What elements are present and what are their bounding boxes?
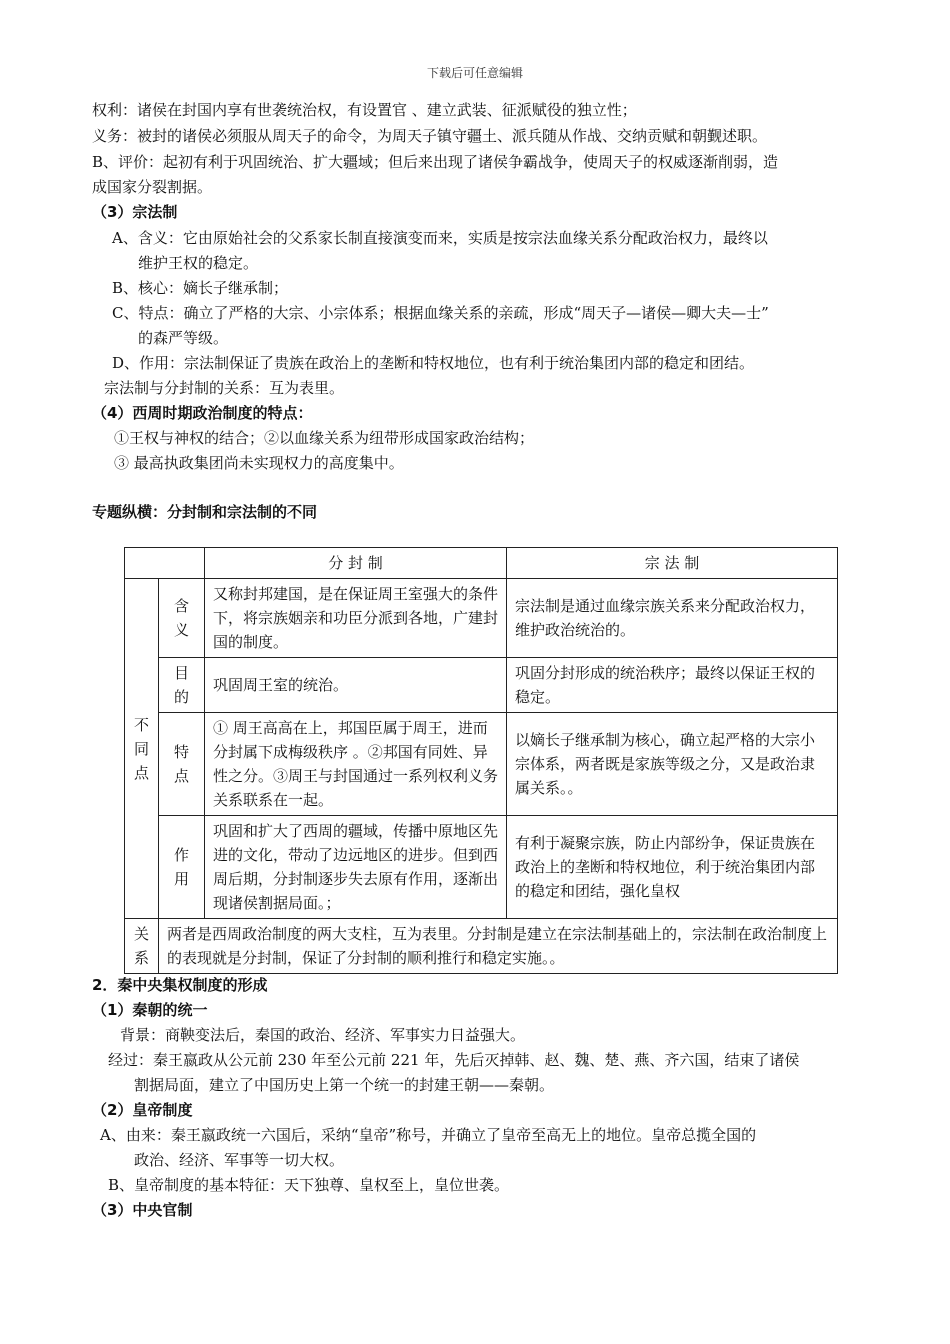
cell-zongfa-meaning: 宗法制是通过血缘宗族关系来分配政治权力，维护政治统治的。 <box>507 579 838 658</box>
process-line: 经过：秦王嬴政从公元前 230 年至公元前 221 年，先后灭掉韩、赵、魏、楚、燕、齐六国，结束了诸侯 <box>108 1051 800 1069</box>
col-header-fenfeng: 分 封 制 <box>205 548 507 579</box>
zongfa-relation: 宗法制与分封制的关系：互为表里。 <box>104 379 345 397</box>
heading-emperor-system: （2）皇帝制度 <box>92 1101 193 1119</box>
zongfa-feature: C、特点：确立了严格的大宗、小宗体系；根据血缘关系的亲疏，形成“周天子—诸侯—卿大夫—士” <box>112 304 769 322</box>
evaluation-line-cont: 成国家分裂割据。 <box>92 178 213 196</box>
process-line-cont: 割据局面，建立了中国历史上第一个统一的封建王朝——秦朝。 <box>134 1076 555 1094</box>
rights-line: 权利：诸侯在封国内享有世袭统治权，有设置官 、建立武装、征派赋役的独立性； <box>92 101 637 119</box>
table-row <box>125 713 838 816</box>
cell-fenfeng-feature: ① 周王高高在上，邦国臣属于周王，进而分封属下成梅级秩序 。②邦国有同姓、异性之分。③周王与封国通过一系列权利义务关系联系在一起。 <box>205 713 507 816</box>
emperor-features: B、皇帝制度的基本特征：天下独尊、皇权至上，皇位世袭。 <box>108 1176 510 1194</box>
cell-fenfeng-meaning: 又称封邦建国，是在保证周王室强大的条件下，将宗族姻亲和功臣分派到各地，广建封国的制度。 <box>205 579 507 658</box>
heading-xizhou-features: （4）西周时期政治制度的特点： <box>92 404 313 422</box>
heading-zongfa: （3）宗法制 <box>92 203 178 221</box>
zongfa-meaning: A、含义：它由原始社会的父系家长制直接演变而来，实质是按宗法血缘关系分配政治权力，最终以 <box>112 229 768 247</box>
zongfa-effect: D、作用：宗法制保证了贵族在政治上的垄断和特权地位，也有利于统治集团内部的稳定和团结。 <box>112 354 755 372</box>
xizhou-feature-2: ③ 最高执政集团尚未实现权力的高度集中。 <box>114 454 404 472</box>
table-row <box>125 816 838 919</box>
evaluation-line: B、评价：起初有利于巩固统治、扩大疆域；但后来出现了诸侯争霸战争，使周天子的权威逐渐削弱，造 <box>92 153 779 171</box>
row-label-effect: 作 用 <box>159 816 205 919</box>
cell-zongfa-purpose: 巩固分封形成的统治秩序；最终以保证王权的稳定。 <box>507 658 838 713</box>
table-row <box>125 579 838 658</box>
background-line: 背景：商鞅变法后，秦国的政治、经济、军事实力日益强大。 <box>120 1026 526 1044</box>
table-corner-cell <box>125 548 205 579</box>
cell-fenfeng-effect: 巩固和扩大了西周的疆域，传播中原地区先进的文化，带动了边远地区的进步。但到西周后期，分封制逐步失去原有作用，逐渐出现诸侯割据局面。； <box>205 816 507 919</box>
col-header-zongfa: 宗 法 制 <box>507 548 838 579</box>
zongfa-core: B、核心：嫡长子继承制； <box>112 279 289 297</box>
zongfa-feature-cont: 的森严等级。 <box>138 329 229 347</box>
section-2-heading: 2．秦中央集权制度的形成 <box>92 976 268 994</box>
xizhou-feature-1: ①王权与神权的结合；②以血缘关系为纽带形成国家政治结构； <box>114 429 535 447</box>
cell-fenfeng-purpose: 巩固周王室的统治。 <box>205 658 507 713</box>
zongfa-meaning-cont: 维护王权的稳定。 <box>138 254 259 272</box>
cell-zongfa-feature: 以嫡长子继承制为核心，确立起严格的大宗小宗体系，两者既是家族等级之分，又是政治隶属关系。。 <box>507 713 838 816</box>
cell-zongfa-effect: 有利于凝聚宗族，防止内部纷争，保证贵族在政治上的垄断和特权地位，利于统治集团内部的稳定和团结，强化皇权 <box>507 816 838 919</box>
emperor-origin: A、由来：秦王嬴政统一六国后，采纳“皇帝”称号，并确立了皇帝至高无上的地位。皇帝总揽全国的 <box>100 1126 757 1144</box>
emperor-origin-cont: 政治、经济、军事等一切大权。 <box>134 1151 345 1169</box>
topic-heading: 专题纵横：分封制和宗法制的不同 <box>92 503 318 521</box>
row-label-meaning: 含 义 <box>159 579 205 658</box>
group-label-differences: 不 同 点 <box>125 579 159 919</box>
table-header-row <box>125 548 838 579</box>
duties-line: 义务：被封的诸侯必须服从周天子的命令，为周天子镇守疆土、派兵随从作战、交纳贡赋和朝觐述职。 <box>92 127 768 145</box>
row-label-purpose: 目 的 <box>159 658 205 713</box>
table-row <box>125 919 838 974</box>
row-label-feature: 特 点 <box>159 713 205 816</box>
comparison-table <box>124 547 838 974</box>
cell-relation: 两者是西周政治制度的两大支柱，互为表里。分封制是建立在宗法制基础上的，宗法制在政治制度上的表现就是分封制，保证了分封制的顺利推行和稳定实施。。 <box>159 919 838 974</box>
heading-central-officials: （3）中央官制 <box>92 1201 193 1219</box>
row-label-relation: 关 系 <box>125 919 159 974</box>
heading-qin-unification: （1）秦朝的统一 <box>92 1001 208 1019</box>
table-row <box>125 658 838 713</box>
page-header: 下载后可任意编辑 <box>426 66 523 80</box>
